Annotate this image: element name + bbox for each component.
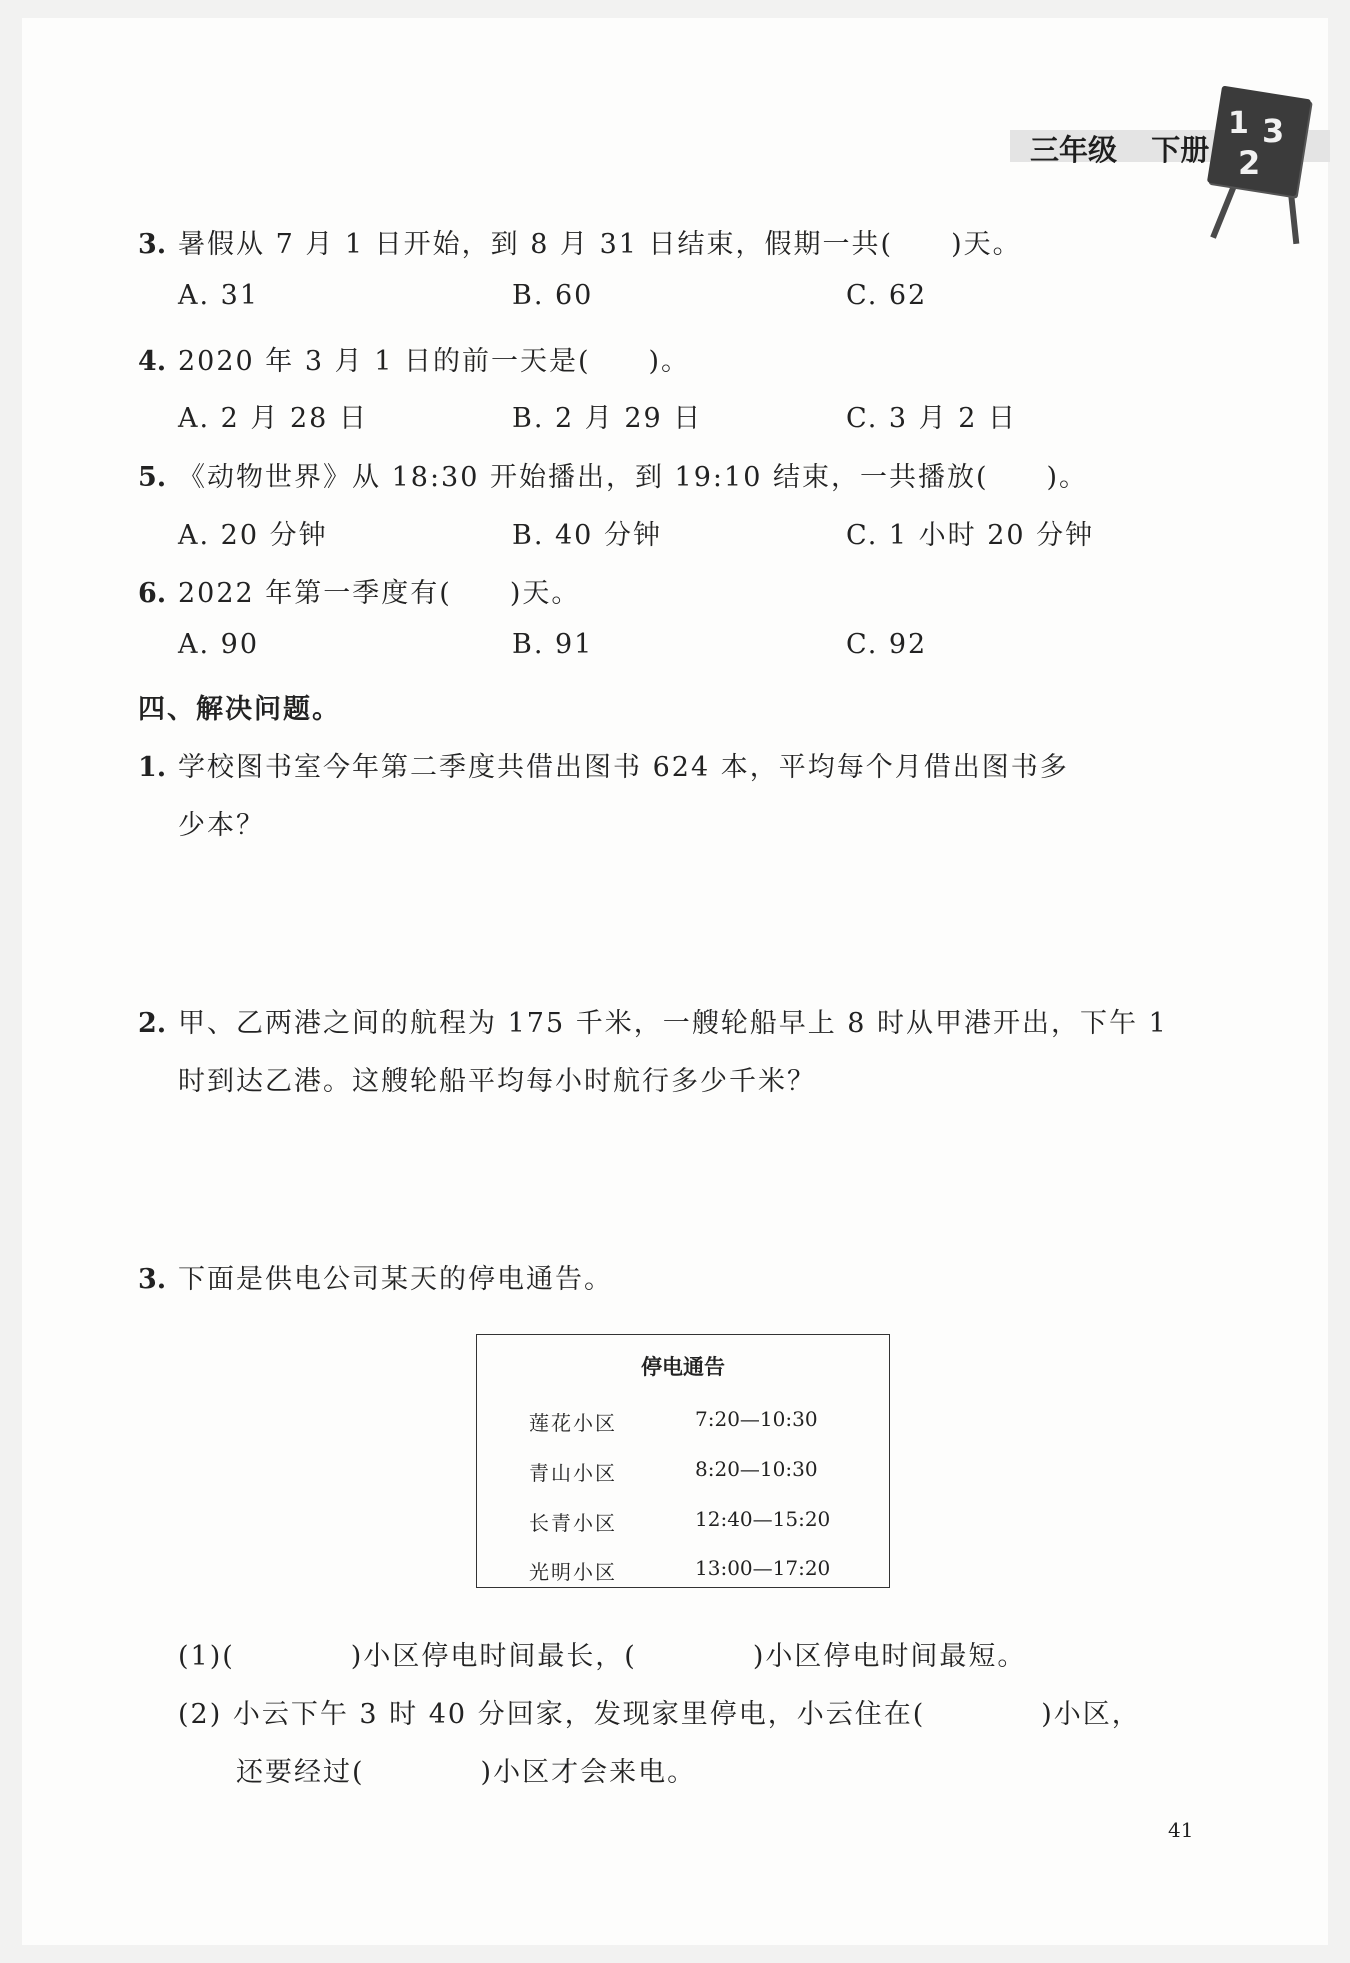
question-number: 3. — [138, 229, 167, 260]
header-grade — [1030, 128, 1209, 169]
section-title: 四、解决问题。 — [138, 694, 341, 725]
problem-2-cont: 时到达乙港。这艘轮船平均每小时航行多少千米？ — [178, 1066, 816, 1097]
problem-3 — [138, 1257, 613, 1296]
question-number: 4. — [138, 346, 167, 377]
grade-label: 三年级 — [1030, 133, 1118, 167]
problem-text: 甲、乙两港之间的航程为 175 千米，一艘轮船早上 8 时从甲港开出，下午 1 — [178, 1008, 1168, 1039]
page-number: 41 — [1168, 1818, 1194, 1842]
problem-text: 学校图书室今年第二季度共借出图书 624 本，平均每个月借出图书多 — [178, 752, 1069, 783]
notice-area-time: 7:20—10:30 — [695, 1407, 818, 1431]
option-b: B. 40 分钟 — [512, 520, 662, 551]
question-5 — [138, 455, 1088, 494]
problem-number: 3. — [138, 1264, 167, 1295]
subquestion-2-cont: 还要经过( )小区才会来电。 — [236, 1757, 697, 1788]
board-digit: 1 — [1228, 106, 1249, 141]
notice-area-name: 莲花小区 — [529, 1411, 617, 1435]
option-a: A. 90 — [178, 629, 260, 660]
question-3 — [138, 222, 1022, 261]
notice-area-name: 光明小区 — [529, 1560, 617, 1584]
problem-text: 下面是供电公司某天的停电通告。 — [178, 1264, 613, 1295]
option-c: C. 1 小时 20 分钟 — [846, 520, 1095, 551]
subquestion-1: (1)( )小区停电时间最长，( )小区停电时间最短。 — [178, 1641, 1027, 1672]
notice-area-time: 13:00—17:20 — [695, 1556, 831, 1580]
question-text: 2022 年第一季度有( )天。 — [178, 578, 581, 609]
notice-title: 停电通告 — [641, 1355, 725, 1379]
option-a: A. 31 — [178, 280, 260, 311]
question-6 — [138, 571, 580, 610]
question-number: 6. — [138, 578, 167, 609]
notice-area-time: 8:20—10:30 — [695, 1457, 818, 1481]
board-digit: 3 — [1262, 112, 1285, 150]
option-c: C. 62 — [846, 280, 928, 311]
option-a: A. 2 月 28 日 — [178, 403, 368, 434]
notice-area-name: 青山小区 — [529, 1461, 617, 1485]
option-b: B. 2 月 29 日 — [512, 403, 703, 434]
subquestion-2: (2) 小云下午 3 时 40 分回家，发现家里停电，小云住在( )小区， — [178, 1699, 1141, 1730]
problem-1-cont: 少本？ — [178, 810, 265, 841]
question-number: 5. — [138, 462, 167, 493]
notice-area-name: 长青小区 — [529, 1511, 617, 1535]
question-text: 《动物世界》从 18:30 开始播出，到 19:10 结束，一共播放( )。 — [178, 462, 1089, 493]
question-text: 暑假从 7 月 1 日开始，到 8 月 31 日结束，假期一共( )天。 — [178, 229, 1022, 260]
problem-number: 1. — [138, 752, 167, 783]
notice-area-time: 12:40—15:20 — [695, 1507, 831, 1531]
problem-number: 2. — [138, 1008, 167, 1039]
board-digit: 2 — [1238, 144, 1261, 182]
problem-2 — [138, 1001, 1168, 1040]
option-a: A. 20 分钟 — [178, 520, 328, 551]
volume-label: 下册 — [1151, 133, 1210, 167]
option-b: B. 91 — [512, 629, 594, 660]
question-4 — [138, 339, 690, 378]
option-c: C. 3 月 2 日 — [846, 403, 1017, 434]
option-b: B. 60 — [512, 280, 594, 311]
problem-1 — [138, 745, 1069, 784]
question-text: 2020 年 3 月 1 日的前一天是( )。 — [178, 346, 691, 377]
power-outage-notice — [476, 1334, 890, 1588]
option-c: C. 92 — [846, 629, 928, 660]
